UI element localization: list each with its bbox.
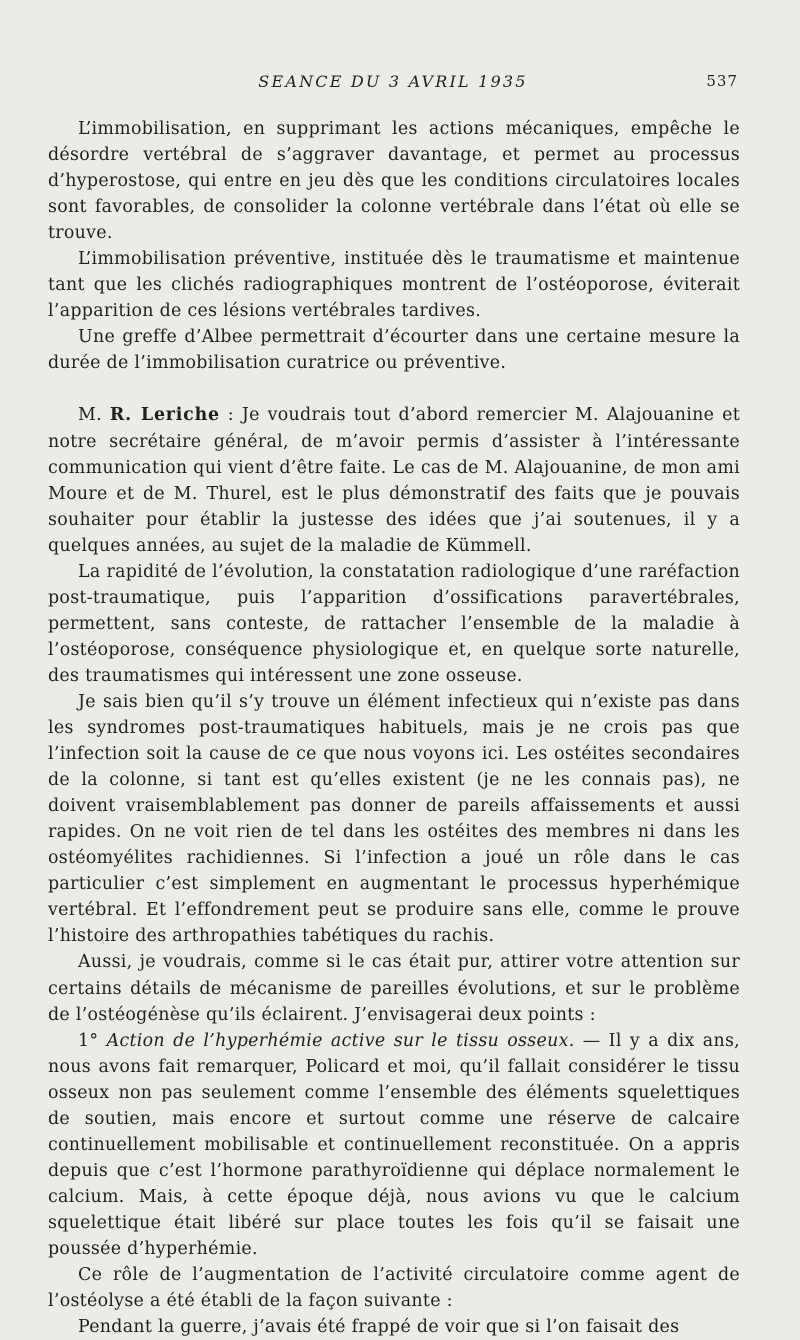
paragraph: L’immobilisation préventive, instituée dès le traumatisme et maintenue tant que les clichés radiographiques montrent de l’ostéoporose, éviterait l’apparition de ces lésions vertébrales tardives. xyxy=(48,249,740,322)
point-title: Action de l’hyperhémie active sur le tissu osseux. xyxy=(106,1030,575,1051)
paragraph: La rapidité de l’évolution, la constatation radiologique d’une raréfaction post-traumatique, puis l’apparition d’ossifications paravertébrales, permettent, sans conteste, de rattacher l’ensemble de la maladie à l’ostéoporose, conséquence physiologique et, en quelque sorte naturelle, des traumatismes qui intéressent une zone osseuse. xyxy=(48,561,740,686)
page-header xyxy=(48,72,738,96)
paragraph: Une greffe d’Albee permettrait d’écourter dans une certaine mesure la durée de l’immobilisation curatrice ou préventive. xyxy=(48,327,740,374)
speaker-name: R. Leriche xyxy=(109,405,220,426)
paragraph: Pendant la guerre, j’avais été frappé de voir que si l’on faisait des xyxy=(78,1317,680,1338)
lead-text: : Je voudrais tout d’abord remercier M. Alajouanine et notre secrétaire général, de m’avoir permis d’assister à l’intéressante communication qui vient d’être faite. Le cas de M. Alajouanine, de mon ami Moure et de M. Thurel, est le plus démonstratif des faits que je pouvais souhaiter pour établir la justesse des idées que j’ai soutenues, il y a quelques années, au sujet de la maladie de Kümmell. xyxy=(48,405,740,556)
paragraph: Aussi, je voudrais, comme si le cas était pur, attirer votre attention sur certains détails de mécanisme de pareilles évolutions, et sur le problème de l’ostéogénèse qu’ils éclairent. J’envisagerai deux points : xyxy=(48,952,740,1025)
page-number: 537 xyxy=(706,72,738,90)
paragraph: L’immobilisation, en supprimant les actions mécaniques, empêche le désordre vertébral de s’aggraver davantage, et permet au processus d’hyperostose, qui entre en jeu dès que les conditions circulatoires locales sont favorables, de consolider la colonne vertébrale dans l’état où elle se trouve. xyxy=(48,119,740,244)
intervention-lead-paragraph xyxy=(48,402,740,558)
section-gap xyxy=(48,376,740,402)
point-text: — Il y a dix ans, nous avons fait remarquer, Policard et moi, qu’il fallait considérer le tissu osseux non pas seulement comme l’ensemble des éléments squelettiques de soutien, mais encore et surtout comme une réserve de calcaire continuellement mobilisable et continuellement reconstituée. On a appris depuis que c’est l’hormone parathyroïdienne qui déplace normalement le calcium. Mais, à cette époque déjà, nous avions vu que le calcium squelettique était libéré sur place toutes les fois qu’il se faisait une poussée d’hyperhémie. xyxy=(48,1030,741,1259)
paragraph: Ce rôle de l’augmentation de l’activité circulatoire comme agent de l’ostéolyse a été établi de la façon suivante : xyxy=(48,1265,740,1312)
point-one-paragraph xyxy=(48,1028,740,1262)
speaker-prefix: M. xyxy=(78,405,110,426)
paragraph: Je sais bien qu’il s’y trouve un élément infectieux qui n’existe pas dans les syndromes post-traumatiques habituels, mais je ne crois pas que l’infection soit la cause de ce que nous voyons ici. Les ostéites secondaires de la colonne, si tant est qu’elles existent (je ne les connais pas), ne doivent vraisemblablement pas donner de pareils affaissements et aussi rapides. On ne voit rien de tel dans les ostéites des membres ni dans les ostéomyélites rachidiennes. Si l’infection a joué un rôle dans le cas particulier c’est simplement en augmentant le processus hyperhémique vertébral. Et l’effondrement peut se produire sans elle, comme le prouve l’histoire des arthropathies tabétiques du rachis. xyxy=(48,691,740,947)
running-title: SEANCE DU 3 AVRIL 1935 xyxy=(258,72,528,91)
point-number: 1° xyxy=(78,1030,99,1051)
body-text xyxy=(48,116,740,1340)
